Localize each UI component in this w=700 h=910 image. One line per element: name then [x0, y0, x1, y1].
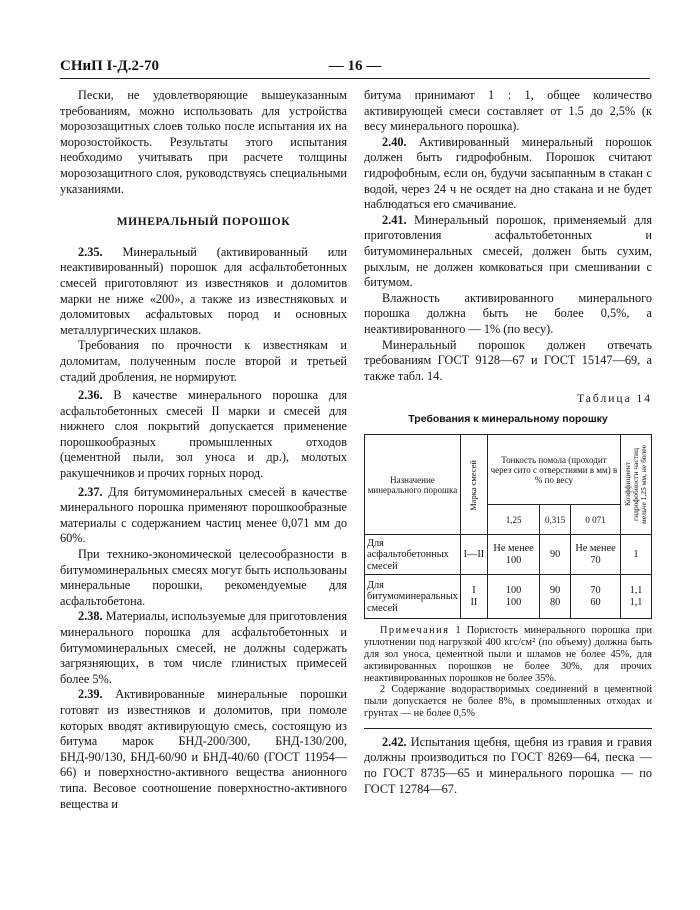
- clause-text: Минеральный (активированный или неактивированный) порошок для асфальтобетонных смесей приготовляют из известняков и доломитов марки не ниже «200», а также из известняковых и доломитовых асфальтовых пород и основных металлургических шлаков.: [60, 244, 347, 337]
- cell-sieve-2: 90: [540, 535, 571, 575]
- clause-number: 2.39.: [78, 687, 103, 702]
- cell-mark: I—II: [460, 535, 487, 575]
- clause-2-42: [364, 735, 652, 797]
- clause-text: Активированный минеральный порошок должен быть гидрофобным. Порошок считают гидрофобным, если он, будучи засыпанным в стакан с водой, через 24 ч не осядет на дно стакана и не будет наблюдаться его смачивание.: [364, 134, 652, 212]
- cell-sieve-1: 100 100: [487, 575, 539, 619]
- cell-mark: I II: [460, 575, 487, 619]
- paragraph: Влажность активированного минерального порошка должна быть не более 0,5%, а неактивированного — 1% (по весу).: [364, 290, 652, 336]
- paragraph: Требования по прочности к известнякам и доломитам, полученным после второй и третьей стадий дробления, не нормируют.: [60, 338, 347, 384]
- clause-number: 2.40.: [382, 134, 407, 149]
- note-1: [364, 625, 652, 684]
- header-coef-text: Коэффициент гидрофобности частиц мельче 1,25 мм, не более: [623, 445, 648, 525]
- paragraph: При технико-экономической целесообразности в битумоминеральных смесях могут быть использованы минеральные порошки, рекомендуемые для асфальтобетона.: [60, 547, 347, 608]
- left-column: [60, 88, 347, 812]
- table-notes: [364, 625, 652, 719]
- clause-number: 2.36.: [78, 388, 103, 403]
- clause-2-41: [364, 213, 652, 291]
- clause-text: Активированные минеральные порошки готовят из известняков и доломитов, при помоле которых вводят активирующую смесь, состоящую из битума марок БНД-200/300, БНД-130/200, БНД-90/130, БНД-60/90 и БНД-40/60 (ГОСТ 11954—66) и поверхностно-активного вещества анионного типа. Весовое соотношение поверхностно-активного вещества и: [60, 687, 347, 811]
- requirements-table: [364, 434, 652, 619]
- header-mark-text: Марка смесей: [468, 459, 479, 511]
- table-caption: Таблица 14: [577, 393, 652, 406]
- cell-sieve-2: 90 80: [540, 575, 571, 619]
- header-sieve-3: 0 071: [570, 505, 620, 535]
- header-fineness: Тонкость помола (проходит через сито с отверстиями в мм) в % по весу: [487, 435, 620, 505]
- header-sieve-1: 1,25: [487, 505, 539, 535]
- page-number: — 16 —: [328, 58, 382, 74]
- paragraph: Пески, не удовлетворяющие вышеуказанным требованиям, можно использовать для устройства морозозащитных слоев только после испытания их на морозостойкость. Результаты этого испытания необходимо учитывать при расчете толщины морозозащитного слоя, руководствуясь специальными указаниями.: [60, 88, 347, 196]
- clause-2-36: [60, 388, 347, 482]
- notes-label: Примечания: [380, 625, 450, 637]
- divider: [364, 728, 652, 729]
- clause-2-39: [60, 687, 347, 812]
- header-mark: [460, 435, 487, 535]
- clause-text: Материалы, используемые для приготовления минерального порошка для асфальтобетонных и битумоминеральных смесей, не должны содержать загрязняющих, в том числе глинистых примесей более 5%.: [60, 609, 347, 686]
- clause-text: В качестве минерального порошка для асфальтобетонных смесей II марки и смесей для нижнего слоя покрытий допускается применение порошкообразных промышленных отходов (цементной пыли, зол уноса и др.), молотых ракушечников и прочих горных пород.: [60, 388, 347, 481]
- cell-sieve-3: Не менее 70: [570, 535, 620, 575]
- paragraph: Минеральный порошок должен отвечать требованиям ГОСТ 9128—67 и ГОСТ 15147—69, а также табл. 14.: [364, 337, 652, 383]
- cell-name: Для битумоминеральных смесей: [365, 575, 461, 619]
- header-name: Назначение минерального порошка: [365, 435, 461, 535]
- note-1-text: 1 Пористость минерального порошка при уплотнении под нагрузкой 400 кгс/см² (по объему) должна быть для зол уноса, цементной пыли и шламов не более 45%, для активированных порошков не более 30%, для прочих неактивированных порошков не более 35%.: [364, 625, 652, 684]
- clause-number: 2.37.: [78, 484, 103, 499]
- clause-2-38: [60, 609, 347, 687]
- right-column: [364, 88, 652, 797]
- section-heading: МИНЕРАЛЬНЫЙ ПОРОШОК: [116, 216, 291, 229]
- header-coef: [621, 435, 652, 535]
- clause-2-40: [364, 135, 652, 213]
- clause-2-35: [60, 245, 347, 339]
- table-row: [365, 575, 652, 619]
- note-2: 2 Содержание водорастворимых соединений в цементной пыли допускается не более 8%, в промышленных отходах и грунтах — не более 0,5%: [364, 684, 652, 720]
- clause-number: 2.42.: [382, 734, 407, 749]
- clause-text: Минеральный порошок, применяемый для приготовления асфальтобетонных и битумоминеральных смесей, должен быть сухим, рыхлым, не должен комковаться при смешивании с битумом.: [364, 212, 652, 290]
- cell-sieve-1: Не менее 100: [487, 535, 539, 575]
- document-code: СНиП I-Д.2-70: [60, 58, 159, 74]
- cell-coef: 1: [621, 535, 652, 575]
- cell-coef: 1,1 1,1: [621, 575, 652, 619]
- header-sieve-2: 0,315: [540, 505, 571, 535]
- clause-text: Испытания щебня, щебня из гравия и гравия должны производиться по ГОСТ 8269—64, песка — по ГОСТ 8735—65 и минерального порошка — по ГОСТ 12784—67.: [364, 734, 652, 796]
- clause-2-37: [60, 485, 347, 547]
- cell-name: Для асфальтобетонных смесей: [365, 535, 461, 575]
- page-header: [60, 58, 650, 79]
- clause-number: 2.35.: [78, 244, 103, 259]
- clause-number: 2.41.: [382, 212, 407, 227]
- table-row: [365, 535, 652, 575]
- clause-number: 2.38.: [78, 609, 103, 624]
- table-title: Требования к минеральному порошку: [408, 412, 608, 425]
- paragraph: битума принимают 1 : 1, общее количество активирующей смеси составляет от 1.5 до 2,5% (к весу минерального порошка).: [364, 88, 652, 134]
- clause-text: Для битумоминеральных смесей в качестве минерального порошка применяют порошкообразные материалы с содержанием частиц менее 0,071 мм до 60%.: [60, 484, 347, 546]
- cell-sieve-3: 70 60: [570, 575, 620, 619]
